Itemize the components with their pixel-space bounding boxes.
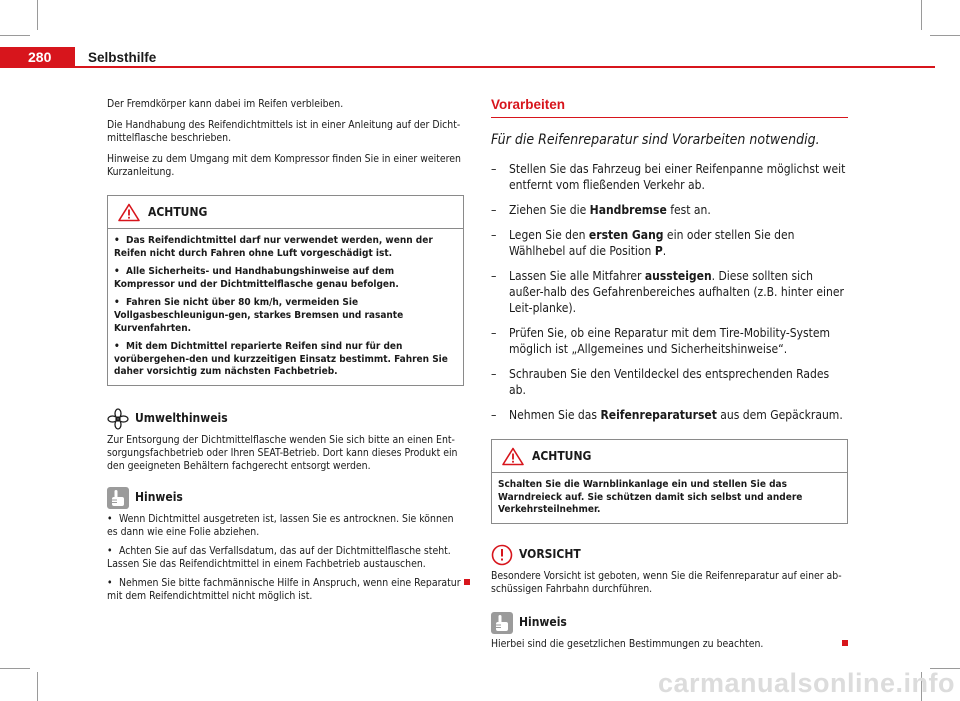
list-item: • Wenn Dichtmittel ausgetreten ist, lassen Sie es antrocknen. Sie können es dann wie eine Folie abziehen. bbox=[107, 512, 454, 538]
paragraph: Zur Entsorgung der Dichtmittelflasche wenden Sie sich bitte an einen Ent-sorgungsfachbetrieb oder Ihren SEAT-Betrieb. Dort kann dieses Produkt ein den geeigneten Behältern fachgerecht entsorgt werden. bbox=[107, 433, 458, 472]
end-mark bbox=[464, 579, 470, 585]
environment-label: Umwelthinweis bbox=[135, 411, 228, 426]
warning-box-header bbox=[108, 196, 463, 229]
section-subtitle: Für die Reifenreparatur sind Vorarbeiten notwendig. bbox=[491, 132, 820, 148]
crop-mark bbox=[921, 0, 922, 30]
list-item: – Prüfen Sie, ob eine Reparatur mit dem Tire-Mobility-System möglich ist „Allgemeines und Sicherheitshinweise“. bbox=[491, 326, 831, 356]
crop-mark bbox=[37, 672, 38, 701]
warning-box-body bbox=[108, 229, 463, 385]
caution-header bbox=[491, 544, 848, 566]
header-rule bbox=[75, 66, 935, 68]
section-title: Vorarbeiten bbox=[491, 98, 848, 118]
list-item: – Nehmen Sie das Reifenreparaturset aus dem Gepäckraum. bbox=[491, 408, 843, 422]
list-item: • Alle Sicherheits- und Handhabungshinweise auf dem Kompressor und der Dichtmittelflasche genau befolgen. bbox=[114, 266, 399, 290]
list-item: • Das Reifendichtmittel darf nur verwendet werden, wenn der Reifen nicht durch Fahren ohne Luft vorgeschädigt ist. bbox=[114, 235, 433, 259]
flower-icon bbox=[107, 408, 129, 430]
watermark: carmanualsonline.info bbox=[657, 668, 955, 698]
chapter-title: Selbsthilfe bbox=[88, 50, 157, 65]
page-number: 280 bbox=[28, 49, 52, 65]
paragraph: Hierbei sind die gesetzlichen Bestimmungen zu beachten. bbox=[491, 637, 764, 650]
list-item: • Fahren Sie nicht über 80 km/h, vermeiden Sie Vollgasbeschleunigun-gen, starkes Bremsen und rasante Kurvenfahrten. bbox=[114, 297, 404, 334]
list-item: • Mit dem Dichtmittel reparierte Reifen sind nur für den vorübergehen-den und kurzzeitigen Einsatz bestimmt. Fahren Sie daher vorsichtig zum nächsten Fachbetrieb. bbox=[114, 341, 448, 378]
warning-label: ACHTUNG bbox=[532, 448, 592, 463]
list-item: – Ziehen Sie die Handbremse fest an. bbox=[491, 203, 711, 217]
crop-mark bbox=[0, 668, 30, 669]
crop-mark bbox=[37, 0, 38, 30]
list-item: – Legen Sie den ersten Gang ein oder stellen Sie den Wählhebel auf die Position P. bbox=[491, 228, 795, 258]
paragraph: Besondere Vorsicht ist geboten, wenn Sie die Reifenreparatur auf einer ab-schüssigen Fahrbahn durchführen. bbox=[491, 569, 842, 595]
warning-label: ACHTUNG bbox=[148, 204, 208, 219]
warning-box bbox=[491, 439, 848, 524]
warning-triangle-icon bbox=[502, 447, 524, 466]
environment-note-body bbox=[107, 434, 464, 473]
paragraph: Hinweise zu dem Umgang mit dem Kompressor finden Sie in einer weiteren Kurzanleitung. bbox=[107, 153, 461, 178]
hint-body bbox=[107, 513, 464, 603]
list-item: • Achten Sie auf das Verfallsdatum, das auf der Dichtmittelflasche steht. Lassen Sie das Reifendichtmittel in einem Fachbetrieb austauschen. bbox=[107, 544, 451, 570]
exclamation-circle-icon bbox=[491, 544, 513, 566]
warning-box bbox=[107, 195, 464, 386]
environment-note-header bbox=[107, 408, 464, 430]
right-column bbox=[491, 98, 848, 657]
end-mark bbox=[842, 640, 848, 646]
list-item: – Schrauben Sie den Ventildeckel des entsprechenden Rades ab. bbox=[491, 367, 830, 397]
warning-box-header bbox=[492, 440, 847, 473]
caution-body bbox=[491, 570, 848, 596]
hint-header bbox=[491, 612, 848, 634]
paragraph: Der Fremdkörper kann dabei im Reifen verbleiben. bbox=[107, 98, 344, 110]
warning-text: Schalten Sie die Warnblinkanlage ein und stellen Sie das Warndreieck auf. Sie schützen damit sich selbst und andere Verkehrsteilnehmer. bbox=[498, 479, 803, 516]
caution-label: VORSICHT bbox=[519, 547, 581, 562]
warning-box-body bbox=[492, 473, 847, 523]
warning-triangle-icon bbox=[118, 203, 140, 222]
steps-list bbox=[491, 161, 848, 423]
hint-header bbox=[107, 487, 464, 509]
list-item: – Lassen Sie alle Mitfahrer aussteigen. Diese sollten sich außer-halb des Gefahrenbereiches aufhalten (z.B. hinter einer Leit-planke). bbox=[491, 269, 844, 315]
hint-icon bbox=[107, 487, 129, 509]
hint-label: Hinweis bbox=[519, 615, 567, 630]
list-item: • Nehmen Sie bitte fachmännische Hilfe in Anspruch, wenn eine Reparatur mit dem Reifendichtmittel nicht möglich ist. bbox=[107, 577, 464, 603]
left-column bbox=[107, 98, 464, 609]
list-item: – Stellen Sie das Fahrzeug bei einer Reifenpanne möglichst weit entfernt vom fließenden Verkehr ab. bbox=[491, 162, 846, 192]
page-number-badge bbox=[0, 47, 75, 68]
hint-label: Hinweis bbox=[135, 490, 183, 505]
paragraph: Die Handhabung des Reifendichtmittels ist in einer Anleitung auf der Dicht-mittelflasche beschrieben. bbox=[107, 119, 461, 144]
hint-body bbox=[491, 638, 848, 651]
crop-mark bbox=[0, 35, 30, 36]
crop-mark bbox=[930, 35, 960, 36]
hint-icon bbox=[491, 612, 513, 634]
